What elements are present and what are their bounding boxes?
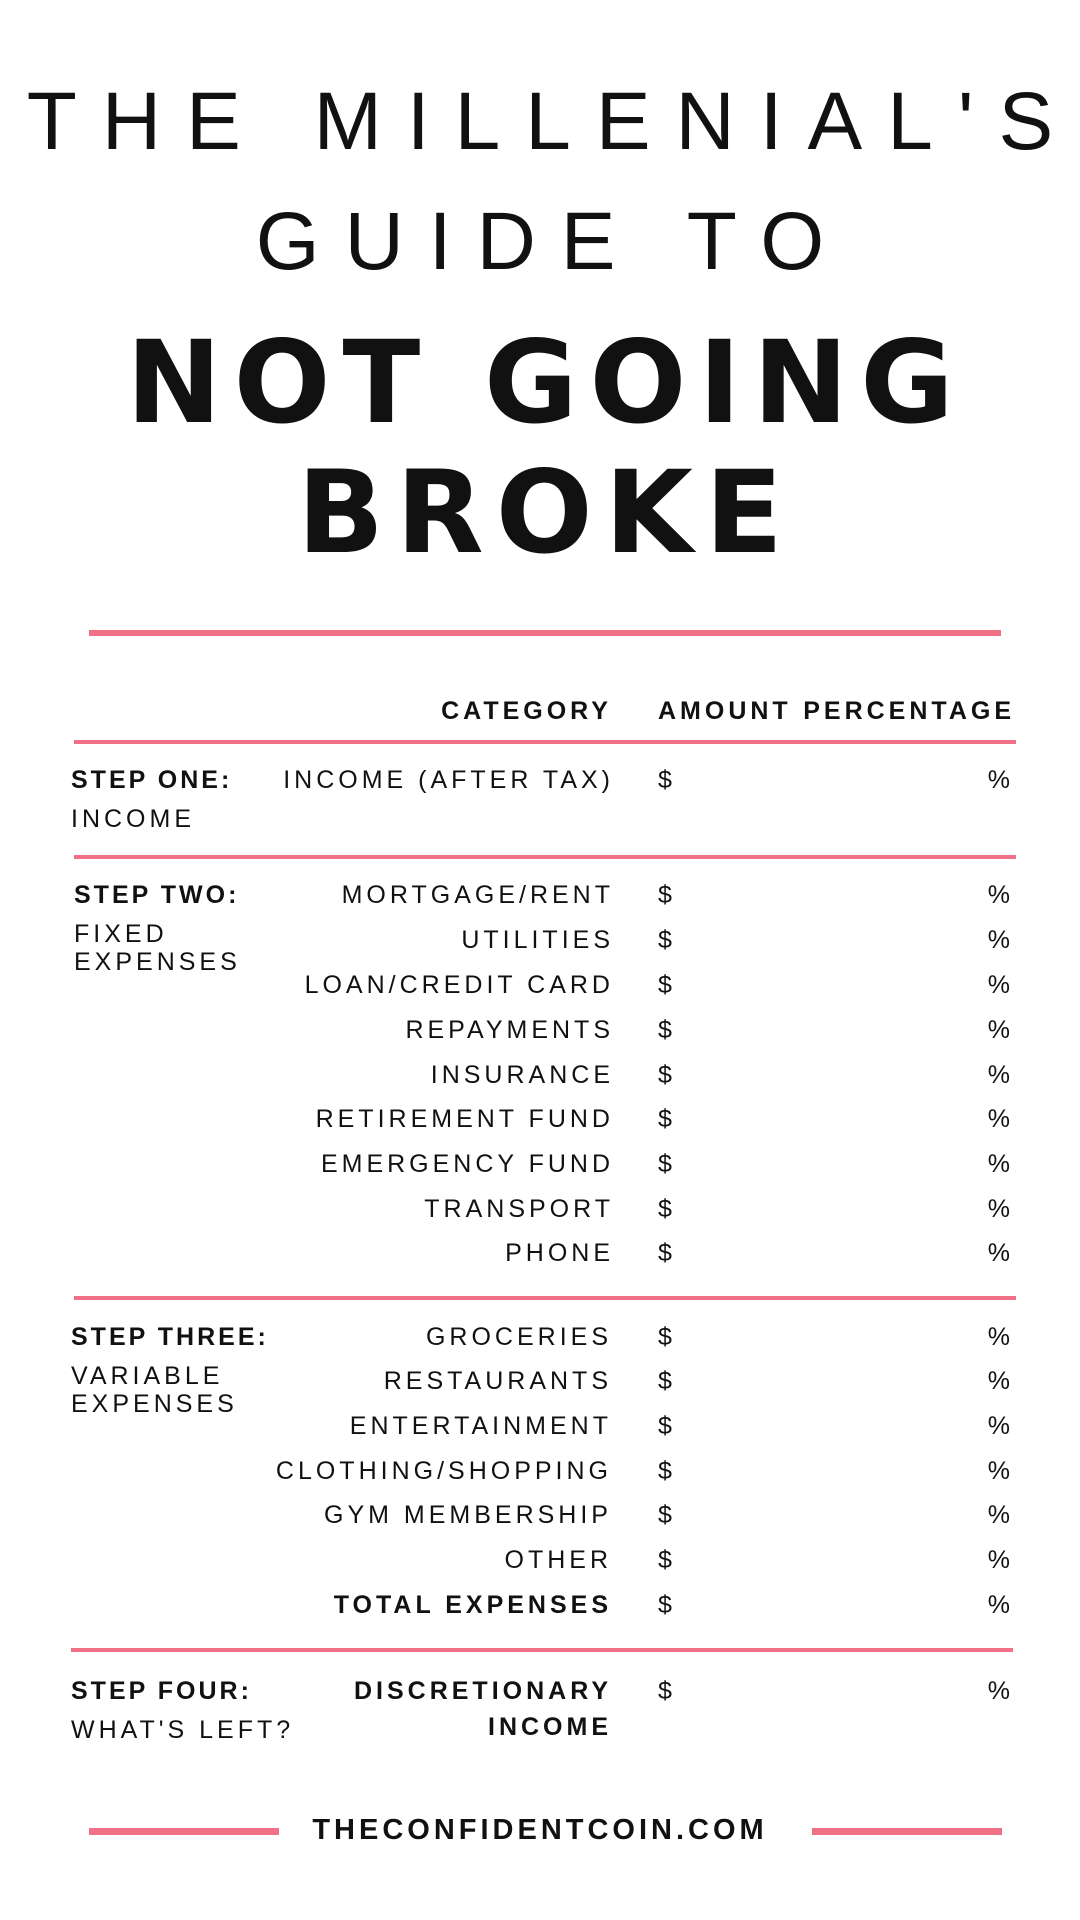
amount-field[interactable]: $ (658, 1412, 676, 1440)
category-label: REPAYMENTS (405, 1016, 614, 1044)
amount-field[interactable]: $ (658, 1457, 676, 1485)
amount-field[interactable]: $ (658, 766, 676, 794)
footer-bar-right (812, 1828, 1002, 1835)
percentage-field[interactable]: % (987, 1016, 1014, 1044)
amount-field[interactable]: $ (658, 971, 676, 999)
percentage-field[interactable]: % (987, 1105, 1014, 1133)
percentage-field[interactable]: % (987, 971, 1014, 999)
discretionary-income-label-2: INCOME (488, 1713, 612, 1741)
step-one-subtitle: INCOME (71, 805, 195, 833)
percentage-field[interactable]: % (987, 1501, 1014, 1529)
amount-field[interactable]: $ (658, 1546, 676, 1574)
total-expenses-label: TOTAL EXPENSES (333, 1591, 612, 1619)
amount-field[interactable]: $ (658, 1061, 676, 1089)
column-header-percentage: PERCENTAGE (803, 697, 1015, 725)
divider (74, 740, 1016, 744)
category-label: OTHER (504, 1546, 612, 1574)
category-label: PHONE (505, 1239, 614, 1267)
category-label: LOAN/CREDIT CARD (304, 971, 614, 999)
column-header-amount: AMOUNT (658, 697, 792, 725)
category-label: GYM MEMBERSHIP (324, 1501, 612, 1529)
percentage-field[interactable]: % (987, 1457, 1014, 1485)
percentage-field[interactable]: % (987, 1546, 1014, 1574)
step-four-title: STEP FOUR: (71, 1677, 252, 1705)
percentage-field[interactable]: % (987, 766, 1014, 794)
percentage-field[interactable]: % (987, 1150, 1014, 1178)
footer-website: THECONFIDENTCOIN.COM (312, 1814, 768, 1846)
amount-field[interactable]: $ (658, 926, 676, 954)
amount-field[interactable]: $ (658, 1323, 676, 1351)
amount-field[interactable]: $ (658, 1367, 676, 1395)
percentage-field[interactable]: % (987, 1412, 1014, 1440)
category-label: GROCERIES (425, 1323, 612, 1351)
total-expenses-amount[interactable]: $ (658, 1591, 676, 1619)
discretionary-income-percentage[interactable]: % (987, 1677, 1014, 1705)
title-line-2: GUIDE TO (255, 196, 850, 287)
category-label: INSURANCE (430, 1061, 614, 1089)
category-label: UTILITIES (461, 926, 614, 954)
divider (74, 1296, 1016, 1300)
amount-field[interactable]: $ (658, 1105, 676, 1133)
percentage-field[interactable]: % (987, 1061, 1014, 1089)
category-label: ENTERTAINMENT (349, 1412, 612, 1440)
percentage-field[interactable]: % (987, 1239, 1014, 1267)
step-four-subtitle: WHAT'S LEFT? (71, 1716, 295, 1744)
percentage-field[interactable]: % (987, 1195, 1014, 1223)
category-label: RESTAURANTS (383, 1367, 612, 1395)
amount-field[interactable]: $ (658, 1150, 676, 1178)
title-line-1: THE MILLENIAL'S (26, 76, 1079, 167)
category-label: CLOTHING/SHOPPING (275, 1457, 612, 1485)
percentage-field[interactable]: % (987, 926, 1014, 954)
title-headline-2: BROKE (297, 446, 795, 579)
total-expenses-percentage[interactable]: % (987, 1591, 1014, 1619)
step-three-subtitle-1: VARIABLE (71, 1362, 224, 1390)
amount-field[interactable]: $ (658, 881, 676, 909)
category-label: INCOME (AFTER TAX) (283, 766, 614, 794)
column-header-category: CATEGORY (441, 697, 612, 725)
category-label: EMERGENCY FUND (320, 1150, 614, 1178)
title-underline (89, 630, 1001, 636)
category-label: RETIREMENT FUND (315, 1105, 614, 1133)
step-two-subtitle-1: FIXED (74, 920, 168, 948)
divider (74, 855, 1016, 859)
percentage-field[interactable]: % (987, 881, 1014, 909)
percentage-field[interactable]: % (987, 1323, 1014, 1351)
step-one-title: STEP ONE: (71, 766, 233, 794)
step-three-title: STEP THREE: (71, 1323, 269, 1351)
divider (71, 1648, 1013, 1652)
amount-field[interactable]: $ (658, 1239, 676, 1267)
title-headline-1: NOT GOING (126, 316, 966, 449)
discretionary-income-amount[interactable]: $ (658, 1677, 676, 1705)
amount-field[interactable]: $ (658, 1195, 676, 1223)
amount-field[interactable]: $ (658, 1016, 676, 1044)
step-two-title: STEP TWO: (74, 881, 240, 909)
category-label: TRANSPORT (424, 1195, 614, 1223)
step-three-subtitle-2: EXPENSES (71, 1390, 238, 1418)
percentage-field[interactable]: % (987, 1367, 1014, 1395)
discretionary-income-label-1: DISCRETIONARY (353, 1677, 612, 1705)
step-two-subtitle-2: EXPENSES (74, 948, 241, 976)
amount-field[interactable]: $ (658, 1501, 676, 1529)
category-label: MORTGAGE/RENT (341, 881, 614, 909)
